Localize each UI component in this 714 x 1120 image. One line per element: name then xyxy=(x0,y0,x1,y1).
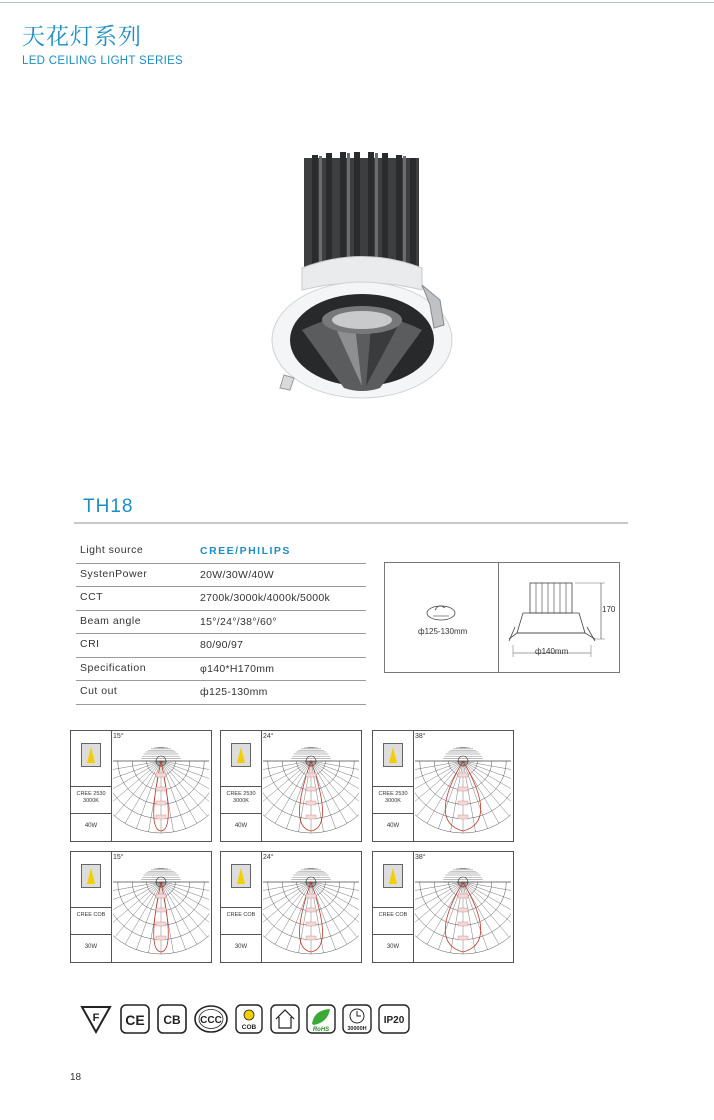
series-title-cn: 天花灯系列 xyxy=(22,24,142,50)
spec-row xyxy=(76,611,366,635)
spec-row xyxy=(76,634,366,658)
spec-value: 20W/30W/40W xyxy=(200,568,274,581)
light-curve-card xyxy=(372,730,514,842)
spec-value: ф125-130mm xyxy=(200,686,268,698)
beam-angle-label: 38° xyxy=(415,854,426,861)
beam-angle-label: 38° xyxy=(415,733,426,740)
model-divider xyxy=(74,522,628,524)
beam-swatch-icon xyxy=(231,864,251,888)
polar-diagram xyxy=(415,739,511,837)
power-label: 40W xyxy=(84,823,98,829)
chip-label: CREE 2530 3000K xyxy=(378,791,408,804)
light-curve-card xyxy=(372,851,514,963)
rohs-text: RoHS xyxy=(312,1027,330,1033)
ccc-icon xyxy=(193,1004,229,1034)
svg-text:F: F xyxy=(92,1012,100,1024)
cutout-hole-icon xyxy=(421,601,461,623)
model-number: TH18 xyxy=(83,496,134,517)
spec-value: 15°/24°/38°/60° xyxy=(200,615,277,628)
chip-label: CREE COB xyxy=(76,912,106,918)
clock-icon xyxy=(342,1004,372,1034)
beam-angle-label: 15° xyxy=(113,733,124,740)
dimension-drawing xyxy=(384,562,620,673)
hours-text: 30000H xyxy=(347,1026,367,1032)
chip-label: CREE 2530 3000K xyxy=(76,791,106,804)
power-label: 30W xyxy=(84,944,98,950)
beam-angle-label: 24° xyxy=(263,854,274,861)
beam-angle-label: 15° xyxy=(113,854,124,861)
f-mark-icon xyxy=(80,1004,112,1034)
polar-diagram xyxy=(263,860,359,958)
spec-label: SystenPower xyxy=(80,567,148,580)
spec-label: CRI xyxy=(80,638,100,650)
beam-swatch-icon xyxy=(383,743,403,767)
polar-diagram xyxy=(263,739,359,837)
spec-row xyxy=(76,587,366,611)
spec-row xyxy=(76,658,366,682)
cb-text: CB xyxy=(163,1013,181,1027)
cutout-dimension: ф125-130mm xyxy=(418,627,468,636)
polar-diagram xyxy=(113,739,209,837)
light-curve-card xyxy=(70,851,212,963)
product-photo xyxy=(262,150,462,400)
spec-value: CREE/PHILIPS xyxy=(200,545,291,557)
spec-value: φ140*H170mm xyxy=(200,662,275,675)
cob-text: COB xyxy=(241,1024,257,1031)
spec-row xyxy=(76,564,366,588)
chip-label: CREE COB xyxy=(226,912,256,918)
beam-swatch-icon xyxy=(81,864,101,888)
spec-value: 2700k/3000k/4000k/5000k xyxy=(200,592,331,604)
spec-row xyxy=(76,540,366,564)
cb-icon xyxy=(157,1004,187,1034)
rohs-icon xyxy=(306,1004,336,1034)
polar-diagram xyxy=(113,860,209,958)
spec-label: CCT xyxy=(80,591,104,603)
beam-angle-label: 24° xyxy=(263,733,274,740)
spec-label: Cut out xyxy=(80,685,118,697)
spec-label: Specification xyxy=(80,661,147,674)
ip-rating-icon xyxy=(378,1004,410,1034)
power-label: 30W xyxy=(234,944,248,950)
diameter-dimension: ф140mm xyxy=(535,647,569,656)
spec-label: Beam angle xyxy=(80,614,142,627)
power-label: 40W xyxy=(234,823,248,829)
house-icon xyxy=(270,1004,300,1034)
chip-label: CREE 2530 3000K xyxy=(226,791,256,804)
beam-swatch-icon xyxy=(81,743,101,767)
light-curve-card xyxy=(220,851,362,963)
cob-icon xyxy=(235,1004,263,1034)
height-dimension: 170 xyxy=(602,605,616,614)
polar-diagram xyxy=(415,860,511,958)
light-curve-card xyxy=(70,730,212,842)
spec-value: 80/90/97 xyxy=(200,639,244,651)
ccc-text: CCC xyxy=(200,1015,222,1026)
power-label: 40W xyxy=(386,823,400,829)
ce-text: CE xyxy=(125,1012,145,1028)
chip-label: CREE COB xyxy=(378,912,408,918)
spec-label: Light source xyxy=(80,544,144,556)
page-number: 18 xyxy=(70,1072,82,1083)
spec-table xyxy=(76,540,366,705)
series-title-en: LED CEILING LIGHT SERIES xyxy=(22,55,184,67)
beam-swatch-icon xyxy=(231,743,251,767)
ce-icon xyxy=(120,1004,150,1034)
light-curve-card xyxy=(220,730,362,842)
top-rule xyxy=(0,2,714,3)
spec-row xyxy=(76,681,366,705)
beam-swatch-icon xyxy=(383,864,403,888)
power-label: 30W xyxy=(386,944,400,950)
ip-text: IP20 xyxy=(383,1015,405,1026)
